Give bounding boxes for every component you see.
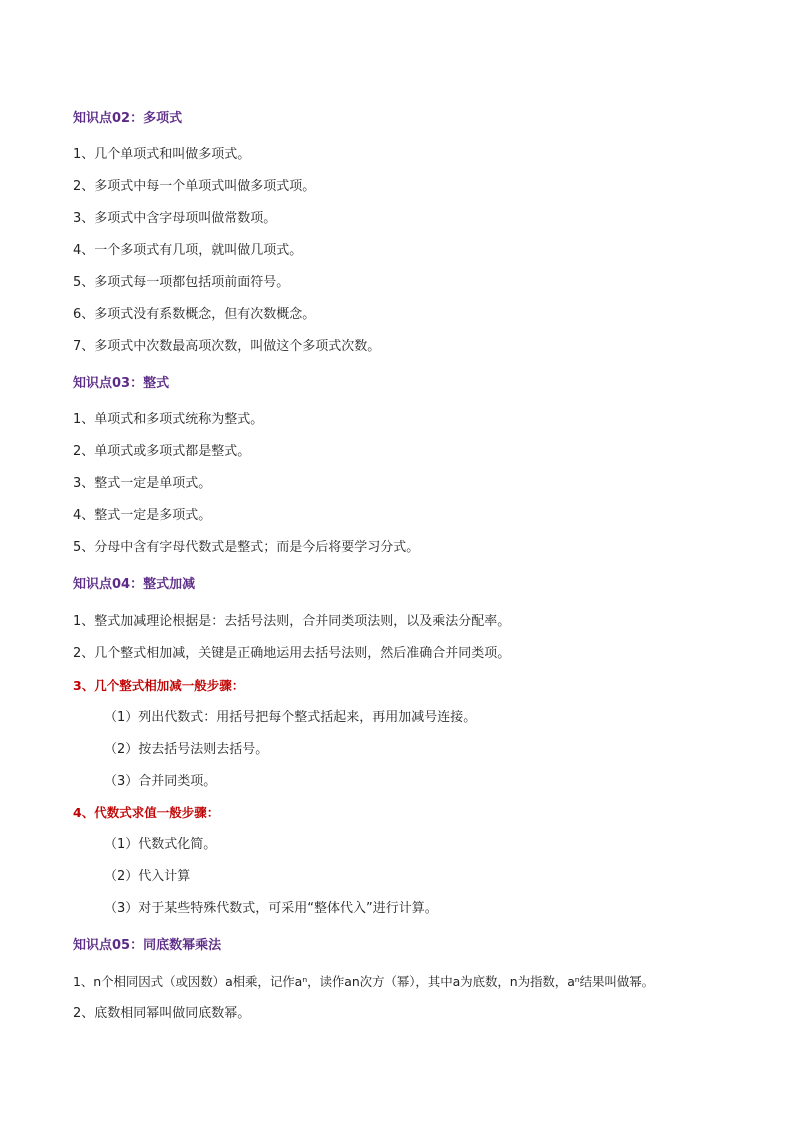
list-item: 2、几个整式相加减，关键是正确地运用去括号法则，然后准确合并同类项。 (73, 646, 511, 661)
step-item: （1）列出代数式：用括号把每个整式括起来，再用加减号连接。 (104, 710, 477, 725)
list-item: 2、单项式或多项式都是整式。 (73, 444, 251, 459)
list-item: 3、整式一定是单项式。 (73, 476, 212, 491)
list-item: 1、几个单项式和叫做多项式。 (73, 147, 251, 162)
list-item: 2、底数相同幂叫做同底数幂。 (73, 1006, 251, 1021)
section-heading-03: 知识点03：整式 (73, 376, 170, 391)
list-item: 6、多项式没有系数概念，但有次数概念。 (73, 307, 316, 322)
list-item: 1、整式加减理论根据是：去括号法则，合并同类项法则，以及乘法分配率。 (73, 614, 511, 629)
emphasis-item: 4、代数式求值一般步骤： (73, 805, 220, 820)
list-item: 5、多项式每一项都包括项前面符号。 (73, 275, 290, 290)
list-item: 4、整式一定是多项式。 (73, 508, 212, 523)
section-heading-04: 知识点04：整式加减 (73, 577, 196, 592)
list-item: 3、多项式中含字母项叫做常数项。 (73, 211, 277, 226)
list-item: 1、单项式和多项式统称为整式。 (73, 412, 264, 427)
section-heading-02: 知识点02：多项式 (73, 111, 183, 126)
list-item: 5、分母中含有字母代数式是整式；而是今后将要学习分式。 (73, 540, 420, 555)
step-item: （3）对于某些特殊代数式，可采用“整体代入”进行计算。 (104, 901, 438, 916)
step-item: （3）合并同类项。 (104, 774, 217, 789)
section-heading-05: 知识点05：同底数幂乘法 (73, 938, 222, 953)
list-item: 4、一个多项式有几项，就叫做几项式。 (73, 243, 303, 258)
list-item: 2、多项式中每一个单项式叫做多项式项。 (73, 179, 316, 194)
list-item: 1、n个相同因式（或因数）a相乘，记作aⁿ，读作an次方（幂），其中a为底数，n为指数，aⁿ结果叫做幂。 (73, 974, 655, 989)
step-item: （1）代数式化简。 (104, 837, 217, 852)
emphasis-item: 3、几个整式相加减一般步骤： (73, 678, 245, 693)
step-item: （2）代入计算 (104, 869, 191, 884)
step-item: （2）按去括号法则去括号。 (104, 742, 269, 757)
list-item: 7、多项式中次数最高项次数，叫做这个多项式次数。 (73, 339, 381, 354)
